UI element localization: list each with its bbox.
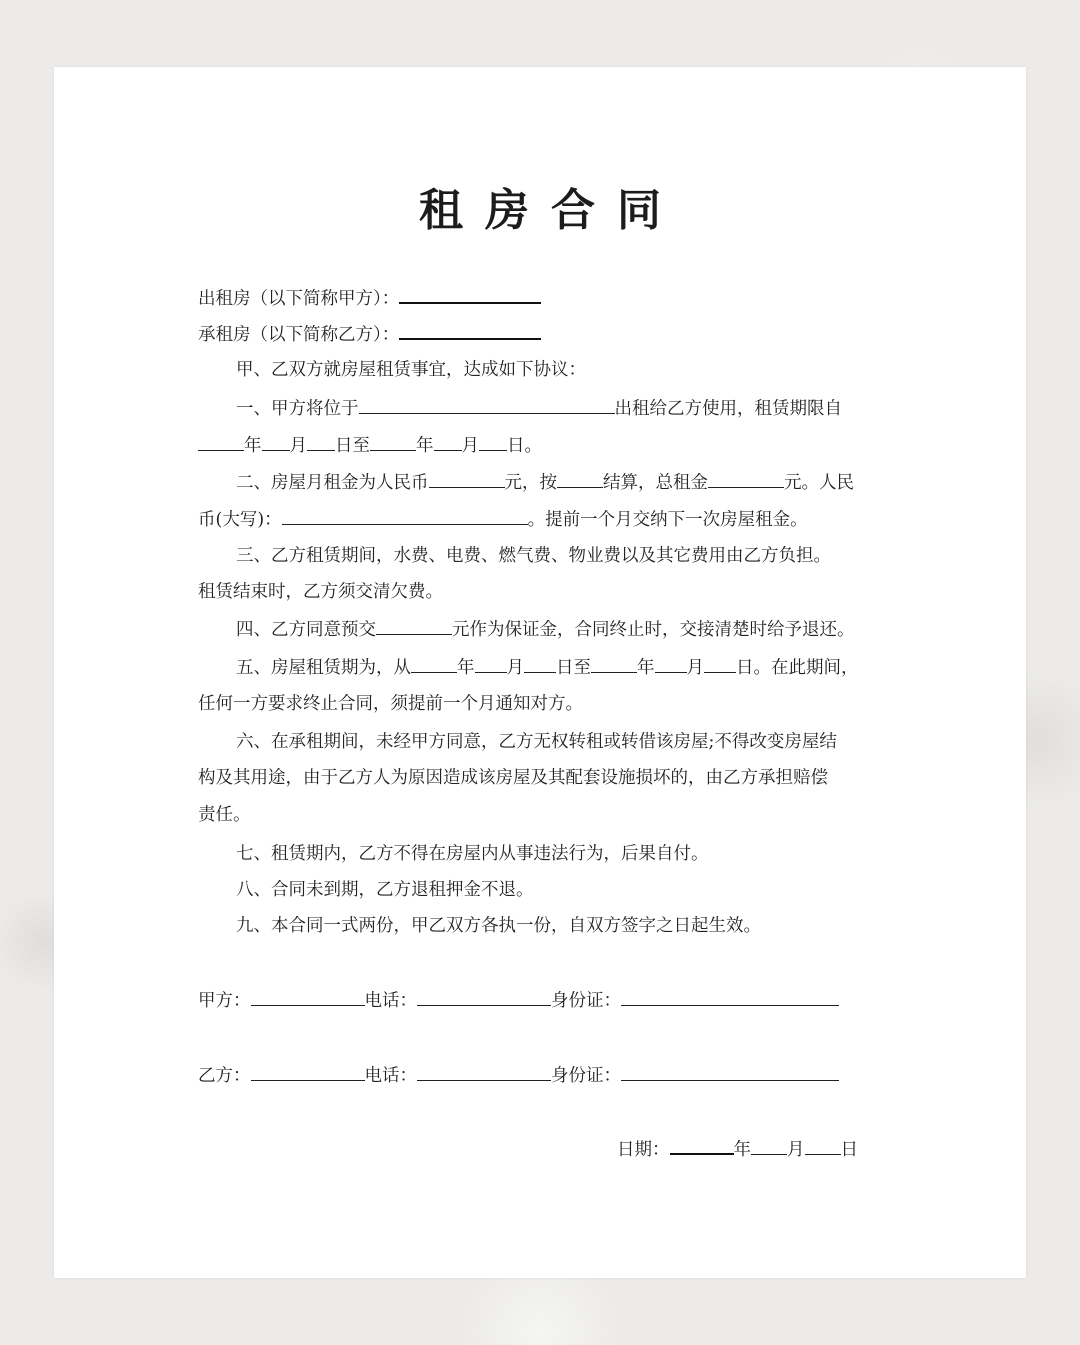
party-b-phone-label: 电话： [364, 1066, 417, 1086]
lease-start-year-field[interactable] [198, 433, 244, 451]
lease-end-year-field[interactable] [370, 433, 416, 451]
party-b-phone-field[interactable] [417, 1063, 551, 1081]
clause2-text-d: 元。人民 [784, 473, 854, 493]
year-label: 年 [416, 436, 434, 456]
clause1-line1 [236, 396, 842, 421]
clause3-line1: 三、乙方租赁期间，水费、电费、燃气费、物业费以及其它费用由乙方负担。 [236, 546, 831, 566]
clause2-line2 [198, 507, 808, 532]
clause5-text-b: 日。在此期间， [736, 658, 859, 678]
signing-day-field[interactable] [805, 1137, 841, 1155]
period-end-month-field[interactable] [655, 655, 687, 673]
party-b-id-label: 身份证： [551, 1066, 621, 1086]
deposit-amount-field[interactable] [376, 617, 452, 635]
party-a-phone-label: 电话： [364, 991, 417, 1011]
clause5-line1 [236, 655, 859, 680]
party-a-field[interactable] [399, 285, 541, 304]
period-end-year-field[interactable] [591, 655, 637, 673]
party-b-line [198, 321, 541, 347]
party-b-field[interactable] [399, 321, 541, 340]
clause4-line [236, 617, 855, 642]
party-a-line [198, 285, 541, 311]
page-title: 租房合同 [419, 185, 683, 236]
party-a-phone-field[interactable] [417, 988, 551, 1006]
party-a-sign-label: 甲方： [198, 991, 251, 1011]
day-to-label: 日至 [335, 436, 370, 456]
total-rent-field[interactable] [708, 470, 784, 488]
party-b-label: 承租房（以下简称乙方）： [198, 325, 400, 345]
intro-text: 甲、乙双方就房屋租赁事宜，达成如下协议： [236, 360, 586, 380]
lease-start-day-field[interactable] [307, 433, 335, 451]
monthly-rent-field[interactable] [429, 470, 505, 488]
clause2-text-b: 元，按 [504, 473, 557, 493]
signing-month-field[interactable] [751, 1137, 787, 1155]
month-label: 月 [686, 658, 704, 678]
clause4-text-a: 四、乙方同意预交 [236, 620, 376, 640]
party-a-sign-field[interactable] [251, 988, 365, 1006]
clause6-line1: 六、在承租期间，未经甲方同意，乙方无权转租或转借该房屋;不得改变房屋结 [236, 732, 837, 752]
party-b-sign-field[interactable] [251, 1063, 365, 1081]
signature-a-row [198, 988, 839, 1013]
clause7-line: 七、租赁期内，乙方不得在房屋内从事违法行为，后果自付。 [236, 844, 709, 864]
period-start-month-field[interactable] [475, 655, 507, 673]
clause1-line2 [198, 433, 542, 458]
party-b-sign-label: 乙方： [198, 1066, 251, 1086]
period-start-year-field[interactable] [411, 655, 457, 673]
day-label: 日。 [507, 436, 542, 456]
clause2-text-f: 。提前一个月交纳下一次房屋租金。 [527, 510, 808, 530]
month-label: 月 [289, 436, 307, 456]
clause6-line3: 责任。 [198, 805, 251, 825]
clause2-text-e: 币(大写)： [198, 510, 282, 530]
clause5-text-a: 五、房屋租赁期为，从 [236, 658, 411, 678]
rent-in-words-field[interactable] [282, 507, 528, 525]
day-label: 日 [840, 1140, 858, 1160]
lease-end-month-field[interactable] [434, 433, 462, 451]
year-label: 年 [244, 436, 262, 456]
signing-year-field[interactable] [670, 1136, 734, 1155]
clause2-text-c: 结算，总租金 [603, 473, 708, 493]
signing-date-row [617, 1136, 858, 1162]
clause1-text-a: 一、甲方将位于 [236, 399, 359, 419]
clause6-line2: 构及其用途，由于乙方人为原因造成该房屋及其配套设施损坏的，由乙方承担赔偿 [198, 768, 828, 788]
year-label: 年 [457, 658, 475, 678]
month-label: 月 [461, 436, 479, 456]
lease-start-month-field[interactable] [262, 433, 290, 451]
date-label: 日期： [617, 1140, 670, 1160]
signature-b-row [198, 1063, 839, 1088]
clause2-text-a: 二、房屋月租金为人民币 [236, 473, 429, 493]
year-label: 年 [637, 658, 655, 678]
clause1-text-b: 出租给乙方使用，租赁期限自 [614, 399, 842, 419]
year-label: 年 [733, 1140, 751, 1160]
clause4-text-b: 元作为保证金，合同终止时，交接清楚时给予退还。 [452, 620, 855, 640]
period-end-day-field[interactable] [704, 655, 736, 673]
clause3-line2: 租赁结束时，乙方须交清欠费。 [198, 582, 443, 602]
period-start-day-field[interactable] [524, 655, 556, 673]
day-to-label: 日至 [556, 658, 591, 678]
clause8-line: 八、合同未到期，乙方退租押金不退。 [236, 880, 534, 900]
lease-end-day-field[interactable] [479, 433, 507, 451]
month-label: 月 [787, 1140, 805, 1160]
month-label: 月 [506, 658, 524, 678]
property-address-field[interactable] [359, 396, 615, 414]
party-a-id-field[interactable] [621, 988, 839, 1006]
clause9-line: 九、本合同一式两份，甲乙双方各执一份，自双方签字之日起生效。 [236, 916, 761, 936]
party-b-id-field[interactable] [621, 1063, 839, 1081]
payment-cycle-field[interactable] [557, 470, 603, 488]
clause5-line2: 任何一方要求终止合同，须提前一个月通知对方。 [198, 694, 583, 714]
party-a-id-label: 身份证： [551, 991, 621, 1011]
clause2-line1 [236, 470, 854, 495]
party-a-label: 出租房（以下简称甲方）： [198, 289, 400, 309]
